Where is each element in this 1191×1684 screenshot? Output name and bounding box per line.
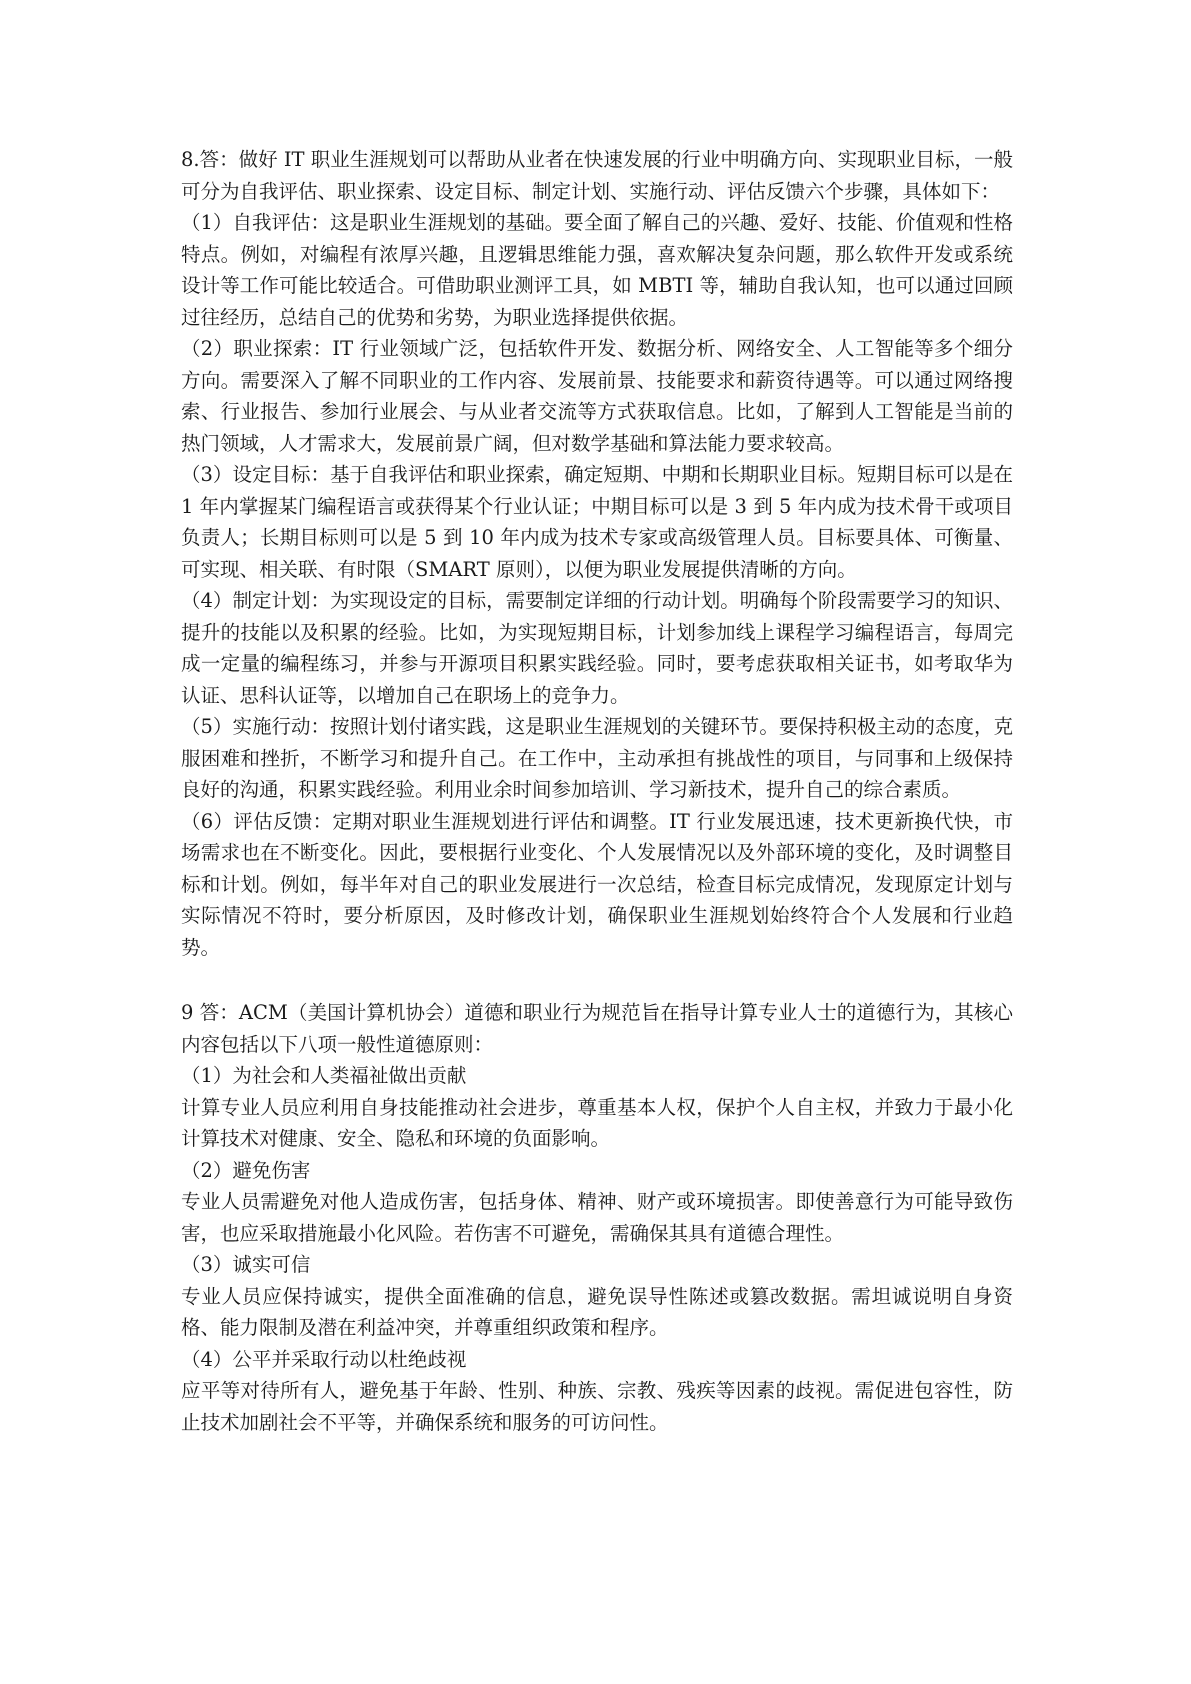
principle-1-body: 计算专业人员应利用自身技能推动社会进步，尊重基本人权，保护个人自主权，并致力于最小化计算技术对健康、安全、隐私和环境的负面影响。 — [181, 1095, 1013, 1150]
section-9-intro: 9 答：ACM（美国计算机协会）道德和职业行为规范旨在指导计算专业人士的道德行为，其核心内容包括以下八项一般性道德原则： — [181, 1001, 1013, 1056]
principle-4-heading: （4）公平并采取行动以杜绝歧视 — [181, 1347, 467, 1371]
section-8-step-4: （4）制定计划：为实现设定的目标，需要制定详细的行动计划。明确每个阶段需要学习的知识、提升的技能以及积累的经验。比如，为实现短期目标，计划参加线上课程学习编程语言，每周完成一定量的编程练习，并参与开源项目积累实践经验。同时，要考虑获取相关证书，如考取华为认证、思科认证等，以增加自己在职场上的竞争力。 — [181, 589, 1013, 707]
section-8-intro: 8.答：做好 IT 职业生涯规划可以帮助从业者在快速发展的行业中明确方向、实现职业目标，一般可分为自我评估、职业探索、设定目标、制定计划、实施行动、评估反馈六个步骤，具体如下： — [181, 148, 1013, 203]
section-8-step-6: （6）评估反馈：定期对职业生涯规划进行评估和调整。IT 行业发展迅速，技术更新换代快，市场需求也在不断变化。因此，要根据行业变化、个人发展情况以及外部环境的变化，及时调整目标和计划。例如，每半年对自己的职业发展进行一次总结，检查目标完成情况，发现原定计划与实际情况不符时，要分析原因，及时修改计划，确保职业生涯规划始终符合个人发展和行业趋势。 — [181, 809, 1013, 959]
principle-2-heading: （2）避免伤害 — [181, 1158, 311, 1182]
principle-4-body: 应平等对待所有人，避免基于年龄、性别、种族、宗教、残疾等因素的歧视。需促进包容性，防止技术加剧社会不平等，并确保系统和服务的可访问性。 — [181, 1379, 1013, 1434]
principle-1-heading: （1）为社会和人类福祉做出贡献 — [181, 1064, 467, 1087]
section-8-step-5: （5）实施行动：按照计划付诸实践，这是职业生涯规划的关键环节。要保持积极主动的态度，克服困难和挫折，不断学习和提升自己。在工作中，主动承担有挑战性的项目，与同事和上级保持良好的沟通，积累实践经验。利用业余时间参加培训、学习新技术，提升自己的综合素质。 — [181, 715, 1013, 801]
principle-2-body: 专业人员需避免对他人造成伤害，包括身体、精神、财产或环境损害。即使善意行为可能导致伤害，也应采取措施最小化风险。若伤害不可避免，需确保其具有道德合理性。 — [181, 1190, 1013, 1245]
section-spacer — [181, 963, 1013, 997]
principle-3-body: 专业人员应保持诚实，提供全面准确的信息，避免误导性陈述或篡改数据。需坦诚说明自身资格、能力限制及潜在利益冲突，并尊重组织政策和程序。 — [181, 1284, 1013, 1339]
section-8-step-1: （1）自我评估：这是职业生涯规划的基础。要全面了解自己的兴趣、爱好、技能、价值观和性格特点。例如，对编程有浓厚兴趣，且逻辑思维能力强，喜欢解决复杂问题，那么软件开发或系统设计等工作可能比较适合。可借助职业测评工具，如 MBTI 等，辅助自我认知，也可以通过回顾过往经历，总结自己的优势和劣势，为职业选择提供依据。 — [181, 211, 1013, 329]
principle-3-heading: （3）诚实可信 — [181, 1253, 311, 1276]
section-8-step-2: （2）职业探索：IT 行业领域广泛，包括软件开发、数据分析、网络安全、人工智能等多个细分方向。需要深入了解不同职业的工作内容、发展前景、技能要求和薪资待遇等。可以通过网络搜索、行业报告、参加行业展会、与从业者交流等方式获取信息。比如，了解到人工智能是当前的热门领域，人才需求大，发展前景广阔，但对数学基础和算法能力要求较高。 — [181, 337, 1013, 455]
section-8-step-3: （3）设定目标：基于自我评估和职业探索，确定短期、中期和长期职业目标。短期目标可以是在 1 年内掌握某门编程语言或获得某个行业认证；中期目标可以是 3 到 5 年内成为技术骨干或项目负责人；长期目标则可以是 5 到 10 年内成为技术专家或高级管理人员。目标要具体、可衡量、可实现、相关联、有时限（SMART 原则），以便为职业发展提供清晰的方向。 — [181, 463, 1013, 581]
document-page — [181, 144, 1013, 1438]
